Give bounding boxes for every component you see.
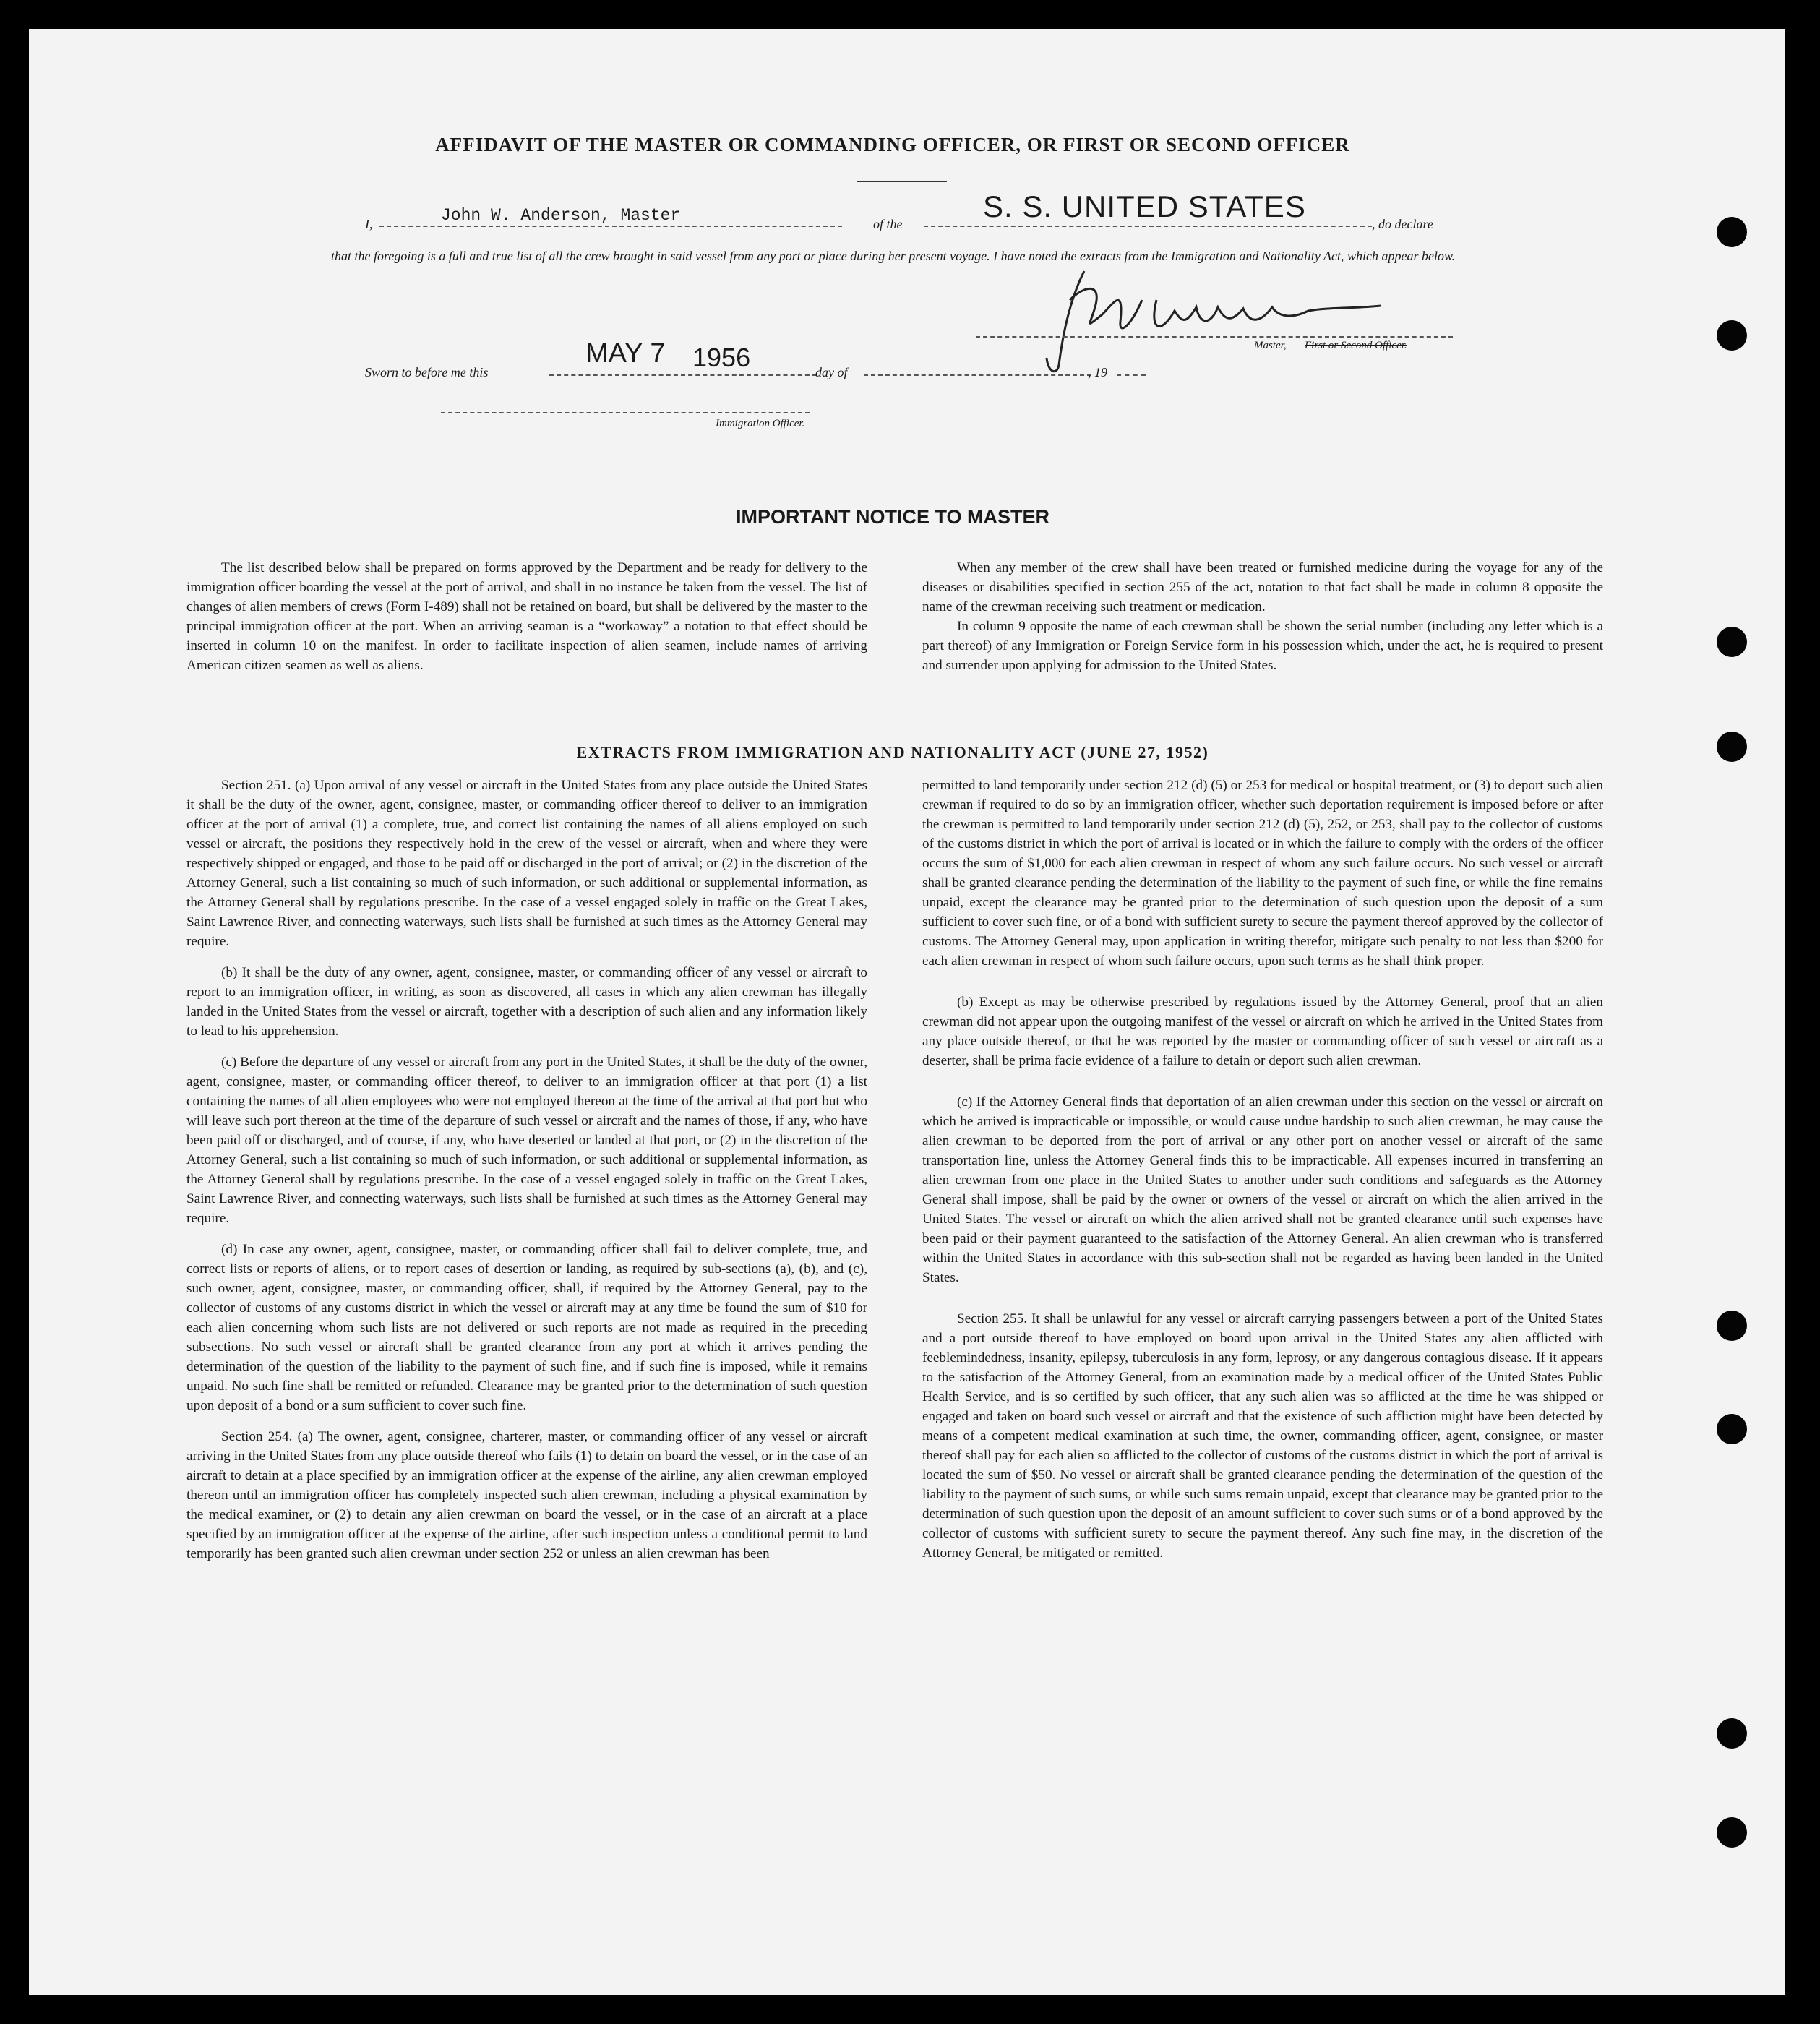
- master-name-value: John W. Anderson, Master: [441, 206, 681, 225]
- i-label: I,: [365, 217, 373, 231]
- binder-hole: [1717, 1718, 1747, 1749]
- of-the-label: of the: [873, 217, 903, 231]
- binder-hole: [1717, 1817, 1747, 1848]
- binder-hole: [1717, 217, 1747, 247]
- declaration-text: that the foregoing is a full and true list of all the crew brought in said vessel from any port or place during her present voyage. I have noted the extracts from the Immigration and Nationality Act, which appear below.: [331, 249, 1456, 263]
- binder-hole: [1717, 1414, 1747, 1444]
- year-label: , 19: [1088, 365, 1107, 380]
- title-divider: [857, 181, 947, 182]
- section-251-b: (b) It shall be the duty of any owner, agent, consignee, master, or commanding officer of any vessel or aircraft to report to an immigration officer, in writing, as soon as discovered, all cases in which any alien crewman has illegally landed in the United States from the vessel or aircraft, together with a description of such alien and any information likely to lead to his apprehension.: [186, 965, 867, 1039]
- sworn-year-value: 1956: [692, 343, 751, 372]
- section-254-c: (c) If the Attorney General finds that deportation of an alien crewman under this section on the vessel or aircraft on which he arrived is impracticable or impossible, or would cause undue hardship to such alien crewman, he may cause the alien crewman to be deported from the port of arrival or any other port on another vessel or aircraft of the same transportation line, unless the Attorney General finds this to be impracticable. All expenses incurred in transferring an alien crewman from one place in the United States to another under such conditions and safeguards as the Attorney General shall impose, shall be paid by the owner or owners of the vessel or aircraft on which the alien arrived in the United States. The vessel or aircraft on which the alien arrived shall not be granted clearance until such expenses have been paid or their payment guaranteed to the satisfaction of the Attorney General. An alien crewman who is transferred within the United States in accordance with this sub-section shall not be regarded as having been landed in the United States.: [922, 1094, 1603, 1285]
- master-signature: [976, 257, 1438, 380]
- section-251-c: (c) Before the departure of any vessel or aircraft from any port in the United States, it shall be the duty of the owner, agent, consignee, master, or commanding officer thereof, to deliver to an immigration officer at that port (1) a list containing the names of all alien employees who were not employed thereon at the time of the arrival at that port but who will leave such port thereon at the time of the departure of such vessel or aircraft and the names of those, if any, who have been paid off or discharged, and of course, if any, who have deserted or landed at that port, or (2) in the discretion of the Attorney General, such a list containing so much of such information, or such additional or supplemental information, as the Attorney General shall by regulations prescribe. In the case of a vessel engaged solely in traffic on the Great Lakes, Saint Lawrence River, and connecting waterways, such lists shall be furnished at such times as the Attorney General may require.: [186, 1055, 867, 1226]
- extracts-left-column: [186, 776, 867, 1564]
- notice-title: IMPORTANT NOTICE TO MASTER: [736, 506, 1049, 528]
- name-underline: [379, 226, 842, 227]
- day-of-label: day of: [815, 365, 848, 380]
- extracts-title: EXTRACTS FROM IMMIGRATION AND NATIONALITY ACT (JUNE 27, 1952): [576, 743, 1209, 761]
- section-254-a-continued: permitted to land temporarily under section 212 (d) (5) or 253 for medical or hospital treatment, or (3) to deport such alien crewman if required to do so by an immigration officer, whether such deportation requirement is imposed before or after the crewman is permitted to land temporarily under section 212 (d) (5), 252, or 253, shall pay to the collector of customs of the customs district in which the port of arrival is located or in which the failure to comply with the orders of the officer occurs the sum of $1,000 for each alien crewman in respect of whom any such failure occurs. No such vessel or aircraft shall be granted clearance pending the determination of the liability to the payment of such fine, or while the fine remains unpaid, except the clearance may be granted prior to the determination of such question upon the deposit of a sum sufficient to cover such fine, or of a bond with sufficient surety to secure the payment thereof approved by the collector of customs. The Attorney General may, upon application in writing therefor, mitigate such penalty to not less than $200 for each alien crewman in respect of whom such failure occurs, upon such terms as he shall think proper.: [922, 778, 1603, 969]
- struck-officer-label: First or Second Officer.: [1305, 340, 1407, 351]
- notice-right-paragraph-2: In column 9 opposite the name of each crewman shall be shown the serial number (including any letter which is a part thereof) of any Immigration or Foreign Service form in his possession which, under the act, he is required to present and surrender upon applying for admission to the United States.: [922, 619, 1603, 673]
- officer-underline: [441, 412, 810, 413]
- sworn-label: Sworn to before me this: [365, 365, 489, 380]
- sworn-date-underline: [549, 374, 817, 376]
- signature-underline: [976, 336, 1453, 338]
- notice-left-paragraph: The list described below shall be prepared on forms approved by the Department and be ready for delivery to the immigration officer boarding the vessel at the port of arrival, and shall in no instance be taken from the vessel. The list of changes of alien members of crews (Form I-489) shall not be retained on board, but shall be delivered by the master to the principal immigration officer at the port. When an arriving seaman is a “workaway” a notation to that effect should be inserted in column 10 on the manifest. In order to facilitate inspection of alien seamen, include names of arriving American citizen seamen as well as aliens.: [186, 560, 867, 673]
- immigration-officer-label: Immigration Officer.: [716, 418, 805, 429]
- month-underline: [864, 374, 1091, 376]
- affidavit-title: AFFIDAVIT OF THE MASTER OR COMMANDING OFFICER, OR FIRST OR SECOND OFFICER: [435, 134, 1350, 155]
- section-251-a: Section 251. (a) Upon arrival of any vessel or aircraft in the United States from any place outside the United States it shall be the duty of the owner, agent, consignee, master, or commanding officer thereof to deliver to an immigration officer at the port of arrival (1) a complete, true, and correct list containing the names of all aliens employed on such vessel or aircraft, the positions they respectively hold in the crew of the vessel or aircraft, when and where they were respectively shipped or engaged, and those to be paid off or discharged in the port of arrival; or (2) in the discretion of the Attorney General, such a list containing so much of such information, or such additional or supplemental information, as the Attorney General shall by regulations prescribe. In the case of a vessel engaged solely in traffic on the Great Lakes, Saint Lawrence River, and connecting waterways, such lists shall be furnished at such times as the Attorney General may require.: [186, 778, 867, 949]
- notice-left-column: [186, 558, 867, 675]
- do-declare-label: , do declare: [1372, 217, 1433, 231]
- vessel-underline: [924, 226, 1372, 227]
- vessel-name-value: S. S. UNITED STATES: [983, 189, 1306, 223]
- sworn-date-value: MAY 7: [585, 338, 666, 369]
- section-254-a: Section 254. (a) The owner, agent, consignee, charterer, master, or commanding officer of any vessel or aircraft arriving in the United States from any place outside thereof who fails (1) to detain on board the vessel, or in the case of an aircraft to detain at a place specified by an immigration officer at the expense of the airline, any alien crewman employed thereon until an immigration officer has completely inspected such alien crewman, including a physical examination by the medical examiner, or (2) to detain any alien crewman on board the vessel, or in the case of an aircraft at a place specified by an immigration officer at the expense of the airline, after such inspection unless a conditional permit to land temporarily has been granted such alien crewman under section 252 or unless an alien crewman has been: [186, 1429, 867, 1561]
- section-254-b: (b) Except as may be otherwise prescribed by regulations issued by the Attorney General, proof that an alien crewman did not appear upon the outgoing manifest of the vessel or aircraft on which he arrived in the United States from any place outside thereof, or that he was reported by the master or commanding officer of such vessel or aircraft as a deserter, shall be prima facie evidence of a failure to detain or deport such alien crewman.: [922, 995, 1603, 1068]
- notice-right-column: [922, 558, 1603, 675]
- binder-hole: [1717, 1311, 1747, 1341]
- section-255: Section 255. It shall be unlawful for any vessel or aircraft carrying passengers between a port of the United States and a port outside thereof to have employed on board upon arrival in the United States any alien afflicted with feeblemindedness, insanity, epilepsy, tuberculosis in any form, leprosy, or any dangerous contagious disease. If it appears to the satisfaction of the Attorney General, from an examination made by a medical officer of the United States Public Health Service, and is so certified by such officer, that any such alien was so afflicted at the time he was shipped or engaged and taken on board such vessel or aircraft and that the existence of such affliction might have been detected by means of a competent medical examination at such time, the owner, commanding officer, agent, consignee, or master thereof shall pay for each alien so afflicted to the collector of customs of the customs district in which the port of arrival is located the sum of $50. No vessel or aircraft shall be granted clearance pending the determination of the question of the liability to the payment of such sums, or while such sums remain unpaid, except that clearance may be granted prior to the determination of such question upon the deposit of an amount sufficient to cover such sums or of a bond approved by the collector of customs with sufficient surety to secure the payment thereof. Any such fine may, in the discretion of the Attorney General, be mitigated or remitted.: [922, 1311, 1603, 1561]
- binder-hole: [1717, 627, 1747, 657]
- binder-hole: [1717, 320, 1747, 351]
- notice-right-paragraph-1: When any member of the crew shall have been treated or furnished medicine during the voyage for any of the diseases or disabilities specified in section 255 of the act, notation to that fact shall be made in column 8 opposite the name of the crewman receiving such treatment or medication.: [922, 560, 1603, 614]
- extracts-right-column: [922, 776, 1603, 1563]
- section-251-d: (d) In case any owner, agent, consignee, master, or commanding officer shall fail to deliver complete, true, and correct lists or reports of aliens, or to report cases of desertion or landing, as required by sub-sections (a), (b), and (c), such owner, agent, consignee, master, or commanding officer, shall, if required by the Attorney General, pay to the collector of customs of any customs district in which the vessel or aircraft may at any time be found the sum of $10 for each alien concerning whom such lists are not delivered or such reports are not made as required in the preceding subsections. No such vessel or aircraft shall be granted clearance from any port at which it arrives pending the determination of the question of the liability to the payment of such fine, and if such fine is imposed, while it remains unpaid. No such fine shall be remitted or refunded. Clearance may be granted prior to the determination of such question upon deposit of a bond or a sum sufficient to cover such fine.: [186, 1242, 867, 1413]
- master-label: Master,: [1254, 340, 1287, 351]
- year-underline: [1117, 374, 1146, 376]
